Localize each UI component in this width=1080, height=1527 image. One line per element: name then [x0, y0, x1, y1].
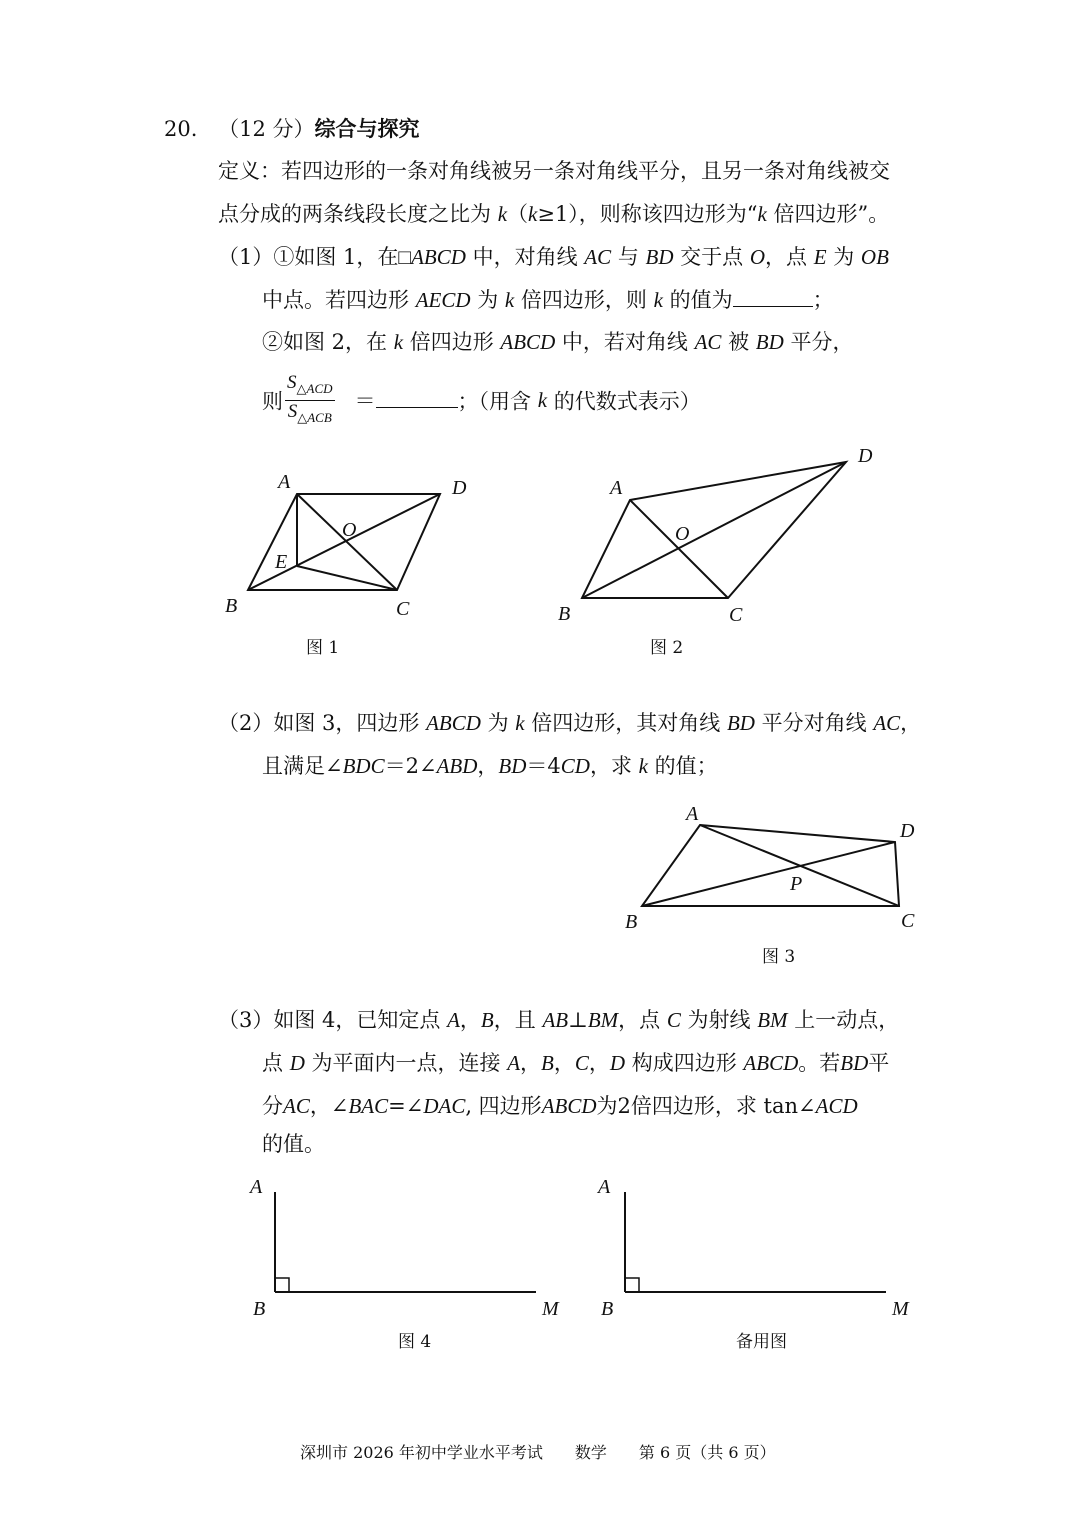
triangle-acd: △ACD	[296, 380, 333, 396]
math-b: B	[541, 1051, 554, 1075]
part2-text: 且满足∠	[262, 754, 343, 778]
figure-4	[240, 1170, 570, 1330]
label-b: B	[558, 603, 571, 625]
part2-text: ，	[477, 754, 499, 778]
math-bd: BD	[645, 245, 674, 269]
s-symbol: S	[287, 372, 297, 393]
math-dac: DAC	[423, 1094, 466, 1118]
part1-text: 交于点	[673, 245, 750, 269]
part2-text: ，	[900, 711, 922, 735]
part3-text: 平	[868, 1051, 890, 1075]
spare-caption: 备用图	[736, 1332, 787, 1352]
part2-text: 平分对角线	[754, 711, 874, 735]
label-d: D	[900, 820, 915, 842]
part1-text: ；	[812, 288, 834, 312]
math-k: k	[515, 711, 525, 735]
math-bd: BD	[726, 711, 755, 735]
right-angle-mark	[625, 1278, 639, 1292]
part3-text: 为2倍四边形，求 tan∠	[596, 1094, 816, 1118]
parallelogram-symbol: □	[398, 245, 412, 269]
label-c: C	[396, 598, 410, 620]
math-a: A	[507, 1051, 521, 1075]
math-bm: BM	[757, 1008, 788, 1032]
part2-label: （2）	[218, 711, 274, 735]
part2-text: ，求	[589, 754, 639, 778]
spare-figure	[590, 1170, 920, 1330]
part1-text: 则	[262, 389, 283, 414]
part2-text: ＝4	[526, 754, 561, 778]
math-bdc: BDC	[342, 754, 385, 778]
part3-text: 上一动点，	[787, 1008, 900, 1032]
part1-text: 倍四边形，则	[514, 288, 654, 312]
label-a: A	[278, 471, 291, 493]
part1-text: 被	[721, 330, 756, 354]
part3-text: 为平面内一点，连接	[304, 1051, 508, 1075]
definition-text-2a: 点分成的两条线段长度之比为	[218, 202, 498, 226]
triangle-acb: △ACB	[297, 409, 332, 425]
label-a: A	[598, 1176, 611, 1198]
math-k: k	[393, 330, 404, 354]
math-ac: AC	[283, 1094, 310, 1118]
label-b: B	[601, 1298, 614, 1320]
part3-line-4	[262, 1128, 325, 1158]
label-a: A	[250, 1176, 263, 1198]
math-a: A	[447, 1008, 460, 1032]
math-bd: BD	[840, 1051, 869, 1075]
part3-text: 点	[262, 1051, 290, 1075]
math-abcd: ABCD	[500, 330, 556, 354]
fig1-caption: 图 1	[306, 638, 340, 658]
definition-text-1: 定义：若四边形的一条对角线被另一条对角线平分，且另一条对角线被交	[218, 159, 890, 183]
math-d: D	[289, 1051, 305, 1075]
answer-blank-1[interactable]	[733, 305, 813, 307]
math-e: E	[813, 245, 827, 269]
part2-text: 倍四边形，其对角线	[524, 711, 727, 735]
math-ac: AC	[694, 330, 722, 354]
math-k: k	[504, 288, 515, 312]
diagonal-ac	[297, 494, 397, 590]
part1-line-1	[218, 241, 889, 271]
part3-line-1	[218, 1004, 899, 1034]
label-a: A	[686, 803, 699, 825]
part1-text: 中，若对角线	[555, 330, 695, 354]
math-k: k	[653, 288, 663, 312]
part1-text: 倍四边形	[403, 330, 501, 354]
part3-text: ，∠	[309, 1094, 349, 1118]
math-ab: AB	[542, 1008, 569, 1032]
label-m: M	[892, 1298, 909, 1320]
label-o: O	[342, 519, 357, 541]
math-abcd: ABCD	[743, 1051, 799, 1075]
math-cd: CD	[560, 754, 590, 778]
part3-text: , 四边形	[465, 1094, 542, 1118]
part1-text: ；（用含	[457, 389, 538, 414]
math-c: C	[574, 1051, 589, 1075]
part3-line-2	[262, 1047, 889, 1077]
label-a: A	[610, 477, 623, 499]
label-d: D	[858, 445, 873, 467]
question-number: 20.	[164, 117, 198, 141]
question-title: 综合与探究	[314, 116, 420, 141]
part1-line-3	[262, 326, 853, 356]
s-symbol: S	[287, 400, 298, 422]
math-bac: BAC	[348, 1094, 389, 1118]
definition-text-2d: 倍四边形”。	[766, 202, 890, 226]
math-c: C	[666, 1008, 681, 1032]
part1-text: 为	[470, 288, 505, 312]
part2-line-1	[218, 707, 921, 737]
part2-text: 为	[480, 711, 516, 735]
label-p: P	[790, 873, 803, 895]
label-b: B	[625, 911, 638, 933]
math-bm: BM	[587, 1008, 619, 1032]
math-aecd: AECD	[415, 288, 471, 312]
part1-line-4	[262, 372, 701, 429]
answer-blank-2[interactable]	[376, 406, 458, 408]
part3-text: ，	[553, 1051, 575, 1075]
math-acd: ACD	[815, 1094, 858, 1118]
figure-1	[210, 460, 490, 635]
label-m: M	[542, 1298, 559, 1320]
definition-k2: k	[528, 202, 538, 226]
figure-2	[550, 440, 890, 630]
part3-text: =∠	[388, 1094, 424, 1118]
part3-text: ，点	[618, 1008, 667, 1032]
label-d: D	[452, 477, 467, 499]
label-c: C	[729, 604, 743, 626]
fraction-denominator	[285, 401, 335, 429]
math-b: B	[480, 1008, 494, 1032]
math-ac: AC	[584, 245, 612, 269]
figure-3	[620, 800, 930, 940]
part1-text: 与	[611, 245, 646, 269]
label-b: B	[225, 595, 238, 617]
part2-text: 如图 3，四边形	[273, 711, 427, 735]
part3-text: 为射线	[680, 1008, 758, 1032]
part3-text: ，且	[493, 1008, 543, 1032]
label-o: O	[675, 523, 690, 545]
math-bd: BD	[498, 754, 527, 778]
part3-label: （3）	[218, 1008, 274, 1032]
definition-text-2c: ≥1），则称该四边形为“	[537, 202, 758, 226]
segment-ec	[297, 566, 397, 590]
label-c: C	[901, 910, 915, 932]
fraction-numerator	[285, 372, 335, 401]
part3-text: 构成四边形	[625, 1051, 744, 1075]
right-angle-mark	[275, 1278, 289, 1292]
math-d: D	[609, 1051, 626, 1075]
part1-label: （1）	[218, 245, 274, 269]
label-e: E	[275, 551, 288, 573]
question-header	[164, 113, 420, 143]
math-k: k	[638, 754, 648, 778]
equals-sign: ＝	[354, 389, 376, 414]
part1-text: ①如图 1，在	[273, 245, 399, 269]
part1-text: 中，对角线	[465, 245, 585, 269]
math-abcd: ABCD	[426, 711, 481, 735]
part3-text: ，	[588, 1051, 610, 1075]
part1-text: 的值为	[662, 288, 733, 312]
math-ob: OB	[860, 245, 889, 269]
quadrilateral-abcd	[642, 825, 899, 906]
perpendicular-symbol: ⊥	[568, 1008, 588, 1032]
part2-text: 的值；	[647, 754, 718, 778]
question-points: （12 分）	[218, 117, 315, 141]
part1-text: ，点	[765, 245, 814, 269]
part1-text: ②如图 2，在	[262, 330, 394, 354]
math-abcd: ABCD	[411, 245, 466, 269]
definition-k: k	[497, 202, 508, 226]
label-b: B	[253, 1298, 266, 1320]
part2-text: ＝2∠	[384, 754, 437, 778]
part3-text: 分	[262, 1094, 283, 1118]
definition-line-2	[218, 198, 889, 228]
part1-text: 平分，	[783, 330, 854, 354]
part2-line-2	[262, 750, 718, 780]
part3-text: 的值。	[262, 1132, 325, 1156]
fig3-caption: 图 3	[762, 947, 796, 967]
math-ac: AC	[873, 711, 901, 735]
part3-text: ，	[459, 1008, 481, 1032]
fig2-caption: 图 2	[650, 638, 684, 658]
definition-k3: k	[757, 202, 767, 226]
definition-line-1	[218, 155, 890, 185]
math-abcd: ABCD	[541, 1094, 597, 1118]
page-footer: 深圳市 2026 年初中学业水平考试 数学 第 6 页（共 6 页）	[300, 1443, 776, 1462]
part3-text: ，	[520, 1051, 542, 1075]
math-o: O	[749, 245, 766, 269]
part1-text: 的代数式表示）	[547, 389, 701, 414]
math-k: k	[537, 387, 548, 412]
area-ratio-fraction	[285, 372, 335, 429]
part3-text: 。若	[798, 1051, 841, 1075]
math-abd: ABD	[436, 754, 478, 778]
part3-text: 如图 4，已知定点	[273, 1008, 448, 1032]
math-bd: BD	[755, 330, 784, 354]
diagonal-bd	[248, 494, 440, 590]
part1-text: 为	[826, 245, 861, 269]
definition-text-2b: （	[507, 202, 529, 226]
part1-line-2	[262, 284, 834, 314]
part1-text: 中点。若四边形	[262, 288, 416, 312]
part3-line-3	[262, 1090, 858, 1120]
fig4-caption: 图 4	[398, 1332, 432, 1352]
